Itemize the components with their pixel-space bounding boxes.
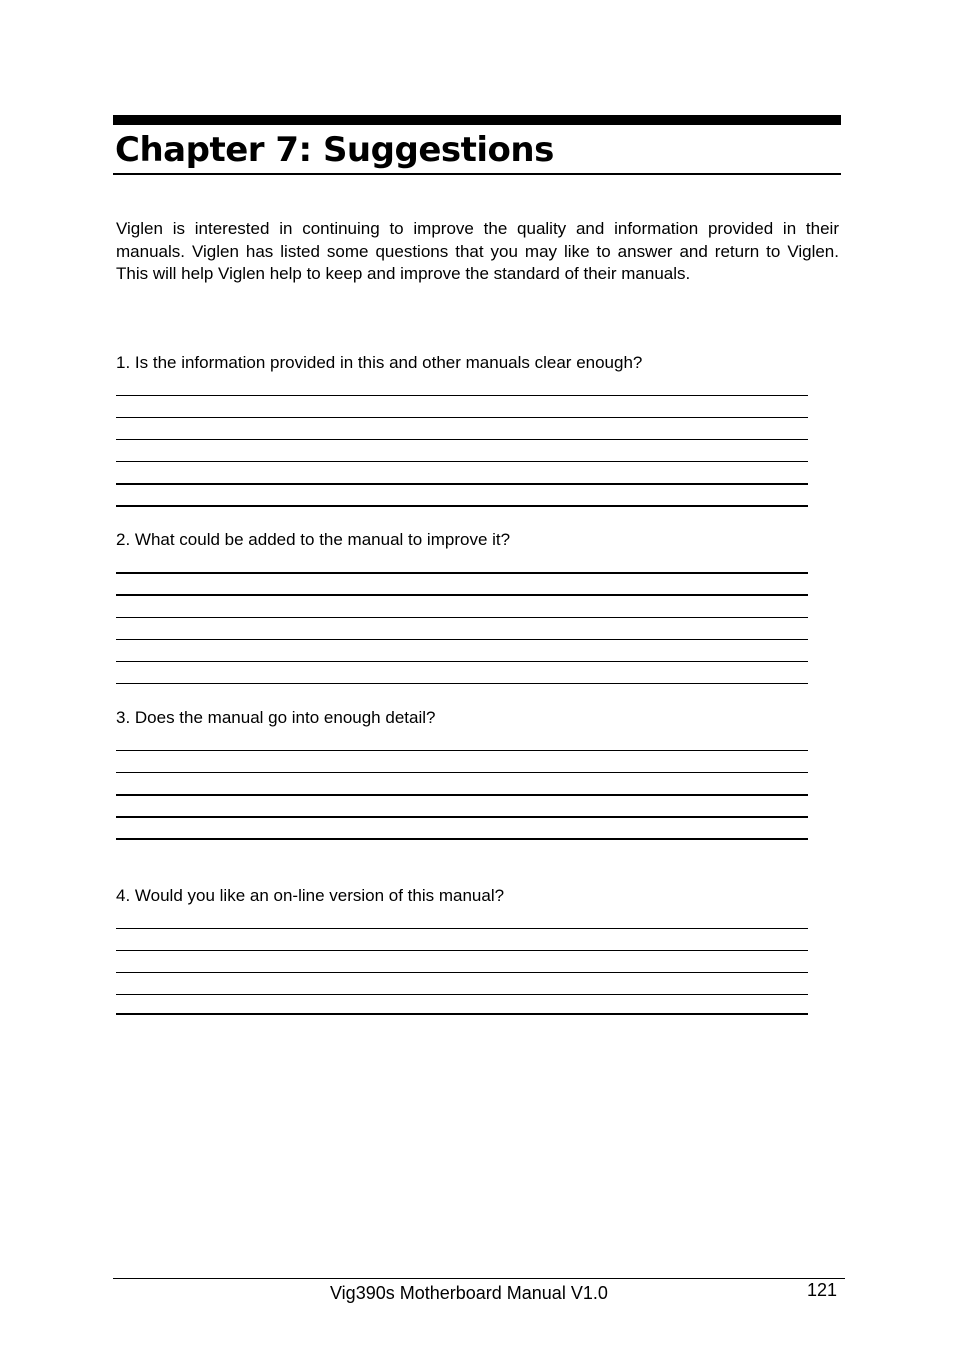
question-4: 4. Would you like an on-line version of this manual?	[116, 886, 505, 905]
answer-line-q4-5[interactable]	[116, 1013, 808, 1015]
answer-line-q3-3[interactable]	[116, 794, 808, 796]
footer-manual-title: Vig390s Motherboard Manual V1.0	[330, 1283, 608, 1303]
answer-line-q3-4[interactable]	[116, 816, 808, 818]
question-3: 3. Does the manual go into enough detail?	[116, 708, 436, 727]
question-1: 1. Is the information provided in this and other manuals clear enough?	[116, 353, 643, 372]
answer-line-q1-2[interactable]	[116, 417, 808, 418]
answer-line-q2-1[interactable]	[116, 572, 808, 574]
answer-line-q2-4[interactable]	[116, 639, 808, 640]
answer-line-q1-1[interactable]	[116, 395, 808, 396]
answer-line-q3-1[interactable]	[116, 750, 808, 751]
question-2: 2. What could be added to the manual to improve it?	[116, 530, 511, 549]
chapter-title-underline	[113, 173, 841, 175]
answer-line-q1-3[interactable]	[116, 439, 808, 440]
answer-line-q1-6[interactable]	[116, 505, 808, 507]
answer-line-q2-3[interactable]	[116, 617, 808, 618]
answer-line-q3-5[interactable]	[116, 838, 808, 840]
chapter-title: Chapter 7: Suggestions	[115, 130, 554, 170]
footer-rule	[113, 1278, 845, 1279]
answer-line-q4-1[interactable]	[116, 928, 808, 929]
answer-line-q1-5[interactable]	[116, 483, 808, 485]
answer-line-q4-2[interactable]	[116, 950, 808, 951]
answer-line-q1-4[interactable]	[116, 461, 808, 462]
chapter-top-rule	[113, 115, 841, 125]
answer-line-q2-5[interactable]	[116, 661, 808, 662]
page-number: 121	[807, 1280, 838, 1300]
answer-line-q3-2[interactable]	[116, 772, 808, 773]
answer-line-q4-4[interactable]	[116, 994, 808, 995]
intro-paragraph: Viglen is interested in continuing to improve the quality and information provided in their manuals. Viglen has listed some questions that you may like to answer and return to Viglen. This will help Viglen help to keep and improve the standard of their manuals.	[116, 219, 839, 283]
answer-line-q2-6[interactable]	[116, 683, 808, 684]
answer-line-q2-2[interactable]	[116, 594, 808, 596]
answer-line-q4-3[interactable]	[116, 972, 808, 973]
